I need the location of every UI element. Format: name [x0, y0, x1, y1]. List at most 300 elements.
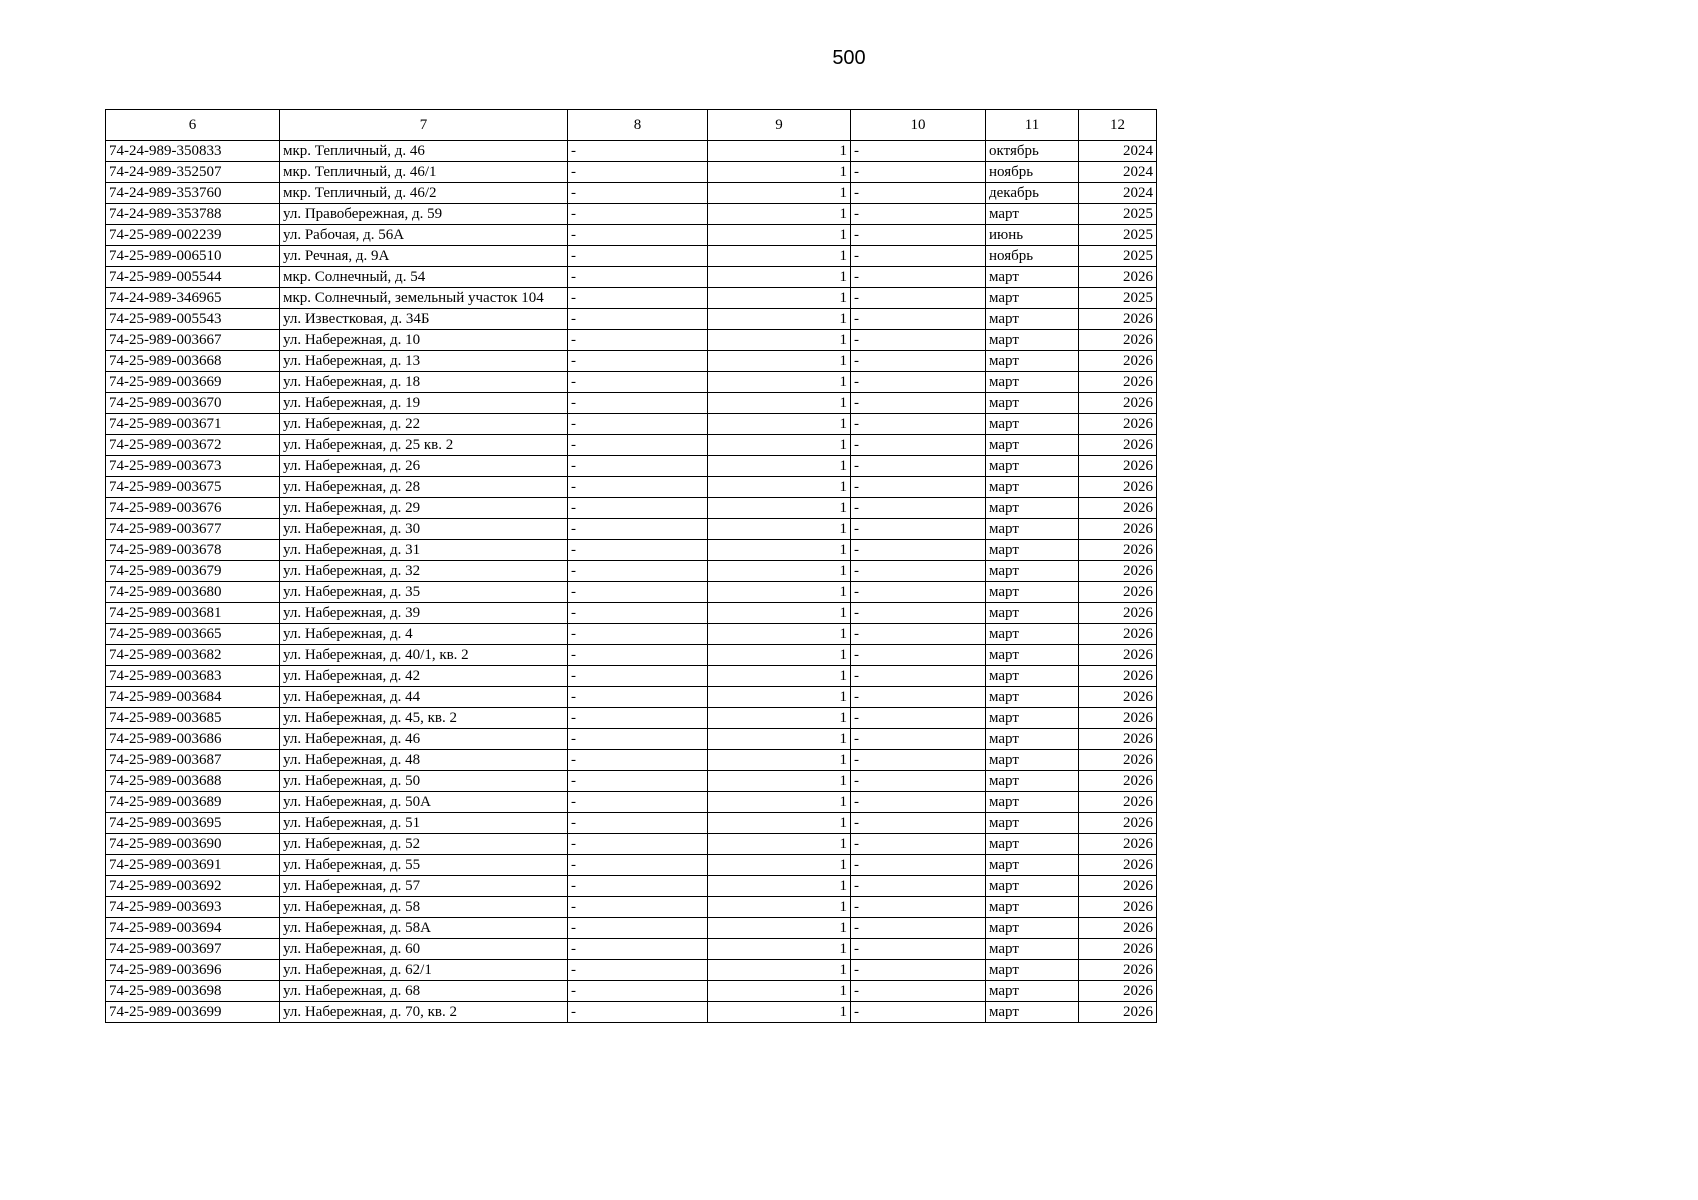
cell-col-9: 1	[708, 834, 851, 855]
cell-col-11: ноябрь	[986, 162, 1079, 183]
cell-col-9: 1	[708, 855, 851, 876]
cell-col-10: -	[851, 897, 986, 918]
cell-col-9: 1	[708, 960, 851, 981]
cell-col-11: март	[986, 582, 1079, 603]
cell-col-7: ул. Рабочая, д. 56А	[280, 225, 568, 246]
cell-col-12: 2026	[1079, 540, 1157, 561]
cell-col-9: 1	[708, 729, 851, 750]
cell-col-11: март	[986, 918, 1079, 939]
cell-col-7: ул. Набережная, д. 31	[280, 540, 568, 561]
cell-col-9: 1	[708, 225, 851, 246]
cell-col-10: -	[851, 603, 986, 624]
cell-col-12: 2026	[1079, 687, 1157, 708]
cell-col-12: 2026	[1079, 897, 1157, 918]
cell-col-10: -	[851, 204, 986, 225]
table-row	[106, 162, 1157, 183]
cell-col-6: 74-25-989-003690	[106, 834, 280, 855]
cell-col-9: 1	[708, 288, 851, 309]
cell-col-10: -	[851, 834, 986, 855]
cell-col-11: март	[986, 834, 1079, 855]
cell-col-10: -	[851, 225, 986, 246]
cell-col-7: ул. Набережная, д. 50	[280, 771, 568, 792]
cell-col-7: ул. Набережная, д. 44	[280, 687, 568, 708]
cell-col-9: 1	[708, 561, 851, 582]
cell-col-10: -	[851, 561, 986, 582]
cell-col-10: -	[851, 414, 986, 435]
cell-col-12: 2026	[1079, 666, 1157, 687]
cell-col-9: 1	[708, 498, 851, 519]
cell-col-7: ул. Набережная, д. 18	[280, 372, 568, 393]
cell-col-8: -	[568, 708, 708, 729]
cell-col-12: 2026	[1079, 309, 1157, 330]
cell-col-10: -	[851, 624, 986, 645]
cell-col-10: -	[851, 141, 986, 162]
cell-col-9: 1	[708, 372, 851, 393]
cell-col-10: -	[851, 645, 986, 666]
cell-col-12: 2026	[1079, 813, 1157, 834]
cell-col-10: -	[851, 771, 986, 792]
cell-col-6: 74-25-989-003687	[106, 750, 280, 771]
cell-col-8: -	[568, 351, 708, 372]
cell-col-7: ул. Набережная, д. 25 кв. 2	[280, 435, 568, 456]
table-row	[106, 246, 1157, 267]
cell-col-6: 74-25-989-003672	[106, 435, 280, 456]
cell-col-12: 2026	[1079, 372, 1157, 393]
cell-col-9: 1	[708, 393, 851, 414]
cell-col-9: 1	[708, 540, 851, 561]
cell-col-10: -	[851, 330, 986, 351]
cell-col-9: 1	[708, 1002, 851, 1023]
cell-col-10: -	[851, 792, 986, 813]
cell-col-6: 74-25-989-003696	[106, 960, 280, 981]
cell-col-9: 1	[708, 519, 851, 540]
cell-col-7: ул. Набережная, д. 40/1, кв. 2	[280, 645, 568, 666]
cell-col-11: декабрь	[986, 183, 1079, 204]
cell-col-8: -	[568, 456, 708, 477]
cell-col-6: 74-25-989-003683	[106, 666, 280, 687]
cell-col-11: март	[986, 708, 1079, 729]
header-col-12: 12	[1079, 110, 1157, 141]
table-row	[106, 981, 1157, 1002]
cell-col-6: 74-25-989-003684	[106, 687, 280, 708]
cell-col-6: 74-25-989-003680	[106, 582, 280, 603]
table-row	[106, 855, 1157, 876]
cell-col-7: ул. Набережная, д. 30	[280, 519, 568, 540]
cell-col-7: ул. Набережная, д. 57	[280, 876, 568, 897]
cell-col-6: 74-25-989-003681	[106, 603, 280, 624]
cell-col-12: 2026	[1079, 771, 1157, 792]
cell-col-12: 2026	[1079, 729, 1157, 750]
cell-col-10: -	[851, 708, 986, 729]
register-table	[105, 109, 1157, 1023]
table-row	[106, 813, 1157, 834]
cell-col-11: март	[986, 204, 1079, 225]
cell-col-6: 74-25-989-003699	[106, 1002, 280, 1023]
cell-col-6: 74-25-989-006510	[106, 246, 280, 267]
page-number: 500	[832, 47, 866, 69]
cell-col-8: -	[568, 834, 708, 855]
cell-col-12: 2026	[1079, 624, 1157, 645]
cell-col-11: март	[986, 729, 1079, 750]
cell-col-12: 2026	[1079, 561, 1157, 582]
cell-col-12: 2026	[1079, 267, 1157, 288]
cell-col-8: -	[568, 897, 708, 918]
cell-col-7: ул. Набережная, д. 32	[280, 561, 568, 582]
cell-col-10: -	[851, 960, 986, 981]
cell-col-12: 2025	[1079, 204, 1157, 225]
cell-col-9: 1	[708, 246, 851, 267]
cell-col-9: 1	[708, 141, 851, 162]
cell-col-8: -	[568, 582, 708, 603]
table-row	[106, 204, 1157, 225]
cell-col-9: 1	[708, 162, 851, 183]
cell-col-8: -	[568, 477, 708, 498]
cell-col-6: 74-25-989-003692	[106, 876, 280, 897]
cell-col-8: -	[568, 183, 708, 204]
cell-col-7: ул. Набережная, д. 10	[280, 330, 568, 351]
cell-col-11: март	[986, 456, 1079, 477]
cell-col-6: 74-25-989-003682	[106, 645, 280, 666]
cell-col-8: -	[568, 981, 708, 1002]
cell-col-11: март	[986, 792, 1079, 813]
table-row	[106, 960, 1157, 981]
header-col-6: 6	[106, 110, 280, 141]
header-col-8: 8	[568, 110, 708, 141]
cell-col-6: 74-25-989-002239	[106, 225, 280, 246]
cell-col-8: -	[568, 393, 708, 414]
cell-col-9: 1	[708, 330, 851, 351]
cell-col-11: март	[986, 288, 1079, 309]
cell-col-6: 74-25-989-005544	[106, 267, 280, 288]
cell-col-8: -	[568, 267, 708, 288]
cell-col-7: ул. Набережная, д. 19	[280, 393, 568, 414]
cell-col-7: ул. Набережная, д. 58	[280, 897, 568, 918]
cell-col-12: 2025	[1079, 246, 1157, 267]
cell-col-7: ул. Набережная, д. 22	[280, 414, 568, 435]
cell-col-12: 2026	[1079, 876, 1157, 897]
cell-col-11: март	[986, 603, 1079, 624]
cell-col-8: -	[568, 624, 708, 645]
cell-col-7: ул. Набережная, д. 45, кв. 2	[280, 708, 568, 729]
cell-col-6: 74-25-989-003667	[106, 330, 280, 351]
cell-col-9: 1	[708, 897, 851, 918]
cell-col-12: 2026	[1079, 582, 1157, 603]
cell-col-7: ул. Набережная, д. 58А	[280, 918, 568, 939]
table-row	[106, 330, 1157, 351]
cell-col-11: март	[986, 666, 1079, 687]
cell-col-7: мкр. Солнечный, земельный участок 104	[280, 288, 568, 309]
cell-col-10: -	[851, 519, 986, 540]
cell-col-7: ул. Набережная, д. 60	[280, 939, 568, 960]
header-col-11: 11	[986, 110, 1079, 141]
cell-col-11: март	[986, 267, 1079, 288]
table-row	[106, 393, 1157, 414]
cell-col-6: 74-25-989-003675	[106, 477, 280, 498]
cell-col-8: -	[568, 288, 708, 309]
table-row	[106, 624, 1157, 645]
table-row	[106, 477, 1157, 498]
cell-col-8: -	[568, 729, 708, 750]
cell-col-6: 74-25-989-003691	[106, 855, 280, 876]
cell-col-8: -	[568, 414, 708, 435]
cell-col-6: 74-25-989-005543	[106, 309, 280, 330]
cell-col-12: 2025	[1079, 225, 1157, 246]
table-row	[106, 372, 1157, 393]
cell-col-7: мкр. Тепличный, д. 46/2	[280, 183, 568, 204]
table-row	[106, 351, 1157, 372]
cell-col-11: март	[986, 624, 1079, 645]
cell-col-8: -	[568, 435, 708, 456]
table-row	[106, 183, 1157, 204]
cell-col-7: мкр. Солнечный, д. 54	[280, 267, 568, 288]
cell-col-6: 74-25-989-003677	[106, 519, 280, 540]
cell-col-12: 2026	[1079, 918, 1157, 939]
cell-col-11: март	[986, 330, 1079, 351]
header-col-10: 10	[851, 110, 986, 141]
table-body	[106, 141, 1157, 1023]
cell-col-8: -	[568, 687, 708, 708]
cell-col-12: 2026	[1079, 414, 1157, 435]
cell-col-11: март	[986, 1002, 1079, 1023]
table-row	[106, 708, 1157, 729]
cell-col-12: 2026	[1079, 477, 1157, 498]
table-row	[106, 792, 1157, 813]
cell-col-8: -	[568, 561, 708, 582]
cell-col-9: 1	[708, 582, 851, 603]
cell-col-8: -	[568, 645, 708, 666]
table-row	[106, 771, 1157, 792]
cell-col-9: 1	[708, 876, 851, 897]
cell-col-7: ул. Набережная, д. 13	[280, 351, 568, 372]
cell-col-12: 2026	[1079, 981, 1157, 1002]
cell-col-10: -	[851, 540, 986, 561]
cell-col-9: 1	[708, 309, 851, 330]
cell-col-6: 74-25-989-003669	[106, 372, 280, 393]
cell-col-10: -	[851, 687, 986, 708]
cell-col-9: 1	[708, 708, 851, 729]
cell-col-6: 74-24-989-346965	[106, 288, 280, 309]
cell-col-12: 2026	[1079, 645, 1157, 666]
cell-col-7: ул. Набережная, д. 68	[280, 981, 568, 1002]
cell-col-10: -	[851, 393, 986, 414]
cell-col-8: -	[568, 855, 708, 876]
cell-col-10: -	[851, 162, 986, 183]
cell-col-12: 2026	[1079, 792, 1157, 813]
table-row	[106, 897, 1157, 918]
cell-col-11: март	[986, 897, 1079, 918]
table-row	[106, 414, 1157, 435]
cell-col-9: 1	[708, 666, 851, 687]
cell-col-7: ул. Речная, д. 9А	[280, 246, 568, 267]
cell-col-8: -	[568, 540, 708, 561]
table-row	[106, 456, 1157, 477]
cell-col-6: 74-25-989-003685	[106, 708, 280, 729]
table-row	[106, 225, 1157, 246]
table-row	[106, 561, 1157, 582]
cell-col-12: 2024	[1079, 162, 1157, 183]
cell-col-9: 1	[708, 750, 851, 771]
cell-col-8: -	[568, 603, 708, 624]
cell-col-11: март	[986, 498, 1079, 519]
cell-col-10: -	[851, 456, 986, 477]
cell-col-7: ул. Набережная, д. 29	[280, 498, 568, 519]
cell-col-11: март	[986, 561, 1079, 582]
cell-col-9: 1	[708, 351, 851, 372]
cell-col-6: 74-25-989-003686	[106, 729, 280, 750]
cell-col-11: март	[986, 771, 1079, 792]
table-row	[106, 582, 1157, 603]
cell-col-8: -	[568, 939, 708, 960]
table-row	[106, 687, 1157, 708]
cell-col-9: 1	[708, 603, 851, 624]
header-col-9: 9	[708, 110, 851, 141]
cell-col-7: ул. Известковая, д. 34Б	[280, 309, 568, 330]
cell-col-9: 1	[708, 204, 851, 225]
cell-col-10: -	[851, 750, 986, 771]
cell-col-10: -	[851, 939, 986, 960]
cell-col-11: март	[986, 855, 1079, 876]
cell-col-8: -	[568, 498, 708, 519]
cell-col-6: 74-25-989-003678	[106, 540, 280, 561]
cell-col-11: март	[986, 939, 1079, 960]
cell-col-11: март	[986, 372, 1079, 393]
table-row	[106, 435, 1157, 456]
cell-col-6: 74-25-989-003689	[106, 792, 280, 813]
table-row	[106, 939, 1157, 960]
cell-col-7: ул. Набережная, д. 55	[280, 855, 568, 876]
table-row	[106, 141, 1157, 162]
cell-col-10: -	[851, 918, 986, 939]
cell-col-6: 74-24-989-350833	[106, 141, 280, 162]
cell-col-11: март	[986, 750, 1079, 771]
cell-col-6: 74-25-989-003665	[106, 624, 280, 645]
header-row	[106, 110, 1157, 141]
cell-col-8: -	[568, 372, 708, 393]
cell-col-7: мкр. Тепличный, д. 46/1	[280, 162, 568, 183]
table-row	[106, 288, 1157, 309]
cell-col-12: 2026	[1079, 330, 1157, 351]
cell-col-12: 2026	[1079, 393, 1157, 414]
cell-col-12: 2026	[1079, 1002, 1157, 1023]
cell-col-6: 74-25-989-003695	[106, 813, 280, 834]
cell-col-7: ул. Правобережная, д. 59	[280, 204, 568, 225]
cell-col-12: 2026	[1079, 750, 1157, 771]
cell-col-7: ул. Набережная, д. 26	[280, 456, 568, 477]
cell-col-10: -	[851, 372, 986, 393]
cell-col-10: -	[851, 183, 986, 204]
cell-col-7: ул. Набережная, д. 50А	[280, 792, 568, 813]
table-row	[106, 645, 1157, 666]
cell-col-11: март	[986, 519, 1079, 540]
table-row	[106, 750, 1157, 771]
cell-col-9: 1	[708, 771, 851, 792]
cell-col-12: 2026	[1079, 351, 1157, 372]
cell-col-9: 1	[708, 624, 851, 645]
cell-col-9: 1	[708, 477, 851, 498]
table-row	[106, 834, 1157, 855]
cell-col-12: 2024	[1079, 141, 1157, 162]
cell-col-6: 74-25-989-003679	[106, 561, 280, 582]
cell-col-10: -	[851, 813, 986, 834]
cell-col-6: 74-24-989-353760	[106, 183, 280, 204]
cell-col-9: 1	[708, 918, 851, 939]
table-row	[106, 876, 1157, 897]
cell-col-10: -	[851, 288, 986, 309]
cell-col-7: ул. Набережная, д. 42	[280, 666, 568, 687]
cell-col-6: 74-25-989-003676	[106, 498, 280, 519]
cell-col-7: ул. Набережная, д. 39	[280, 603, 568, 624]
cell-col-11: март	[986, 351, 1079, 372]
cell-col-7: ул. Набережная, д. 4	[280, 624, 568, 645]
cell-col-6: 74-24-989-352507	[106, 162, 280, 183]
cell-col-7: ул. Набережная, д. 62/1	[280, 960, 568, 981]
cell-col-9: 1	[708, 981, 851, 1002]
cell-col-10: -	[851, 666, 986, 687]
cell-col-6: 74-25-989-003673	[106, 456, 280, 477]
cell-col-9: 1	[708, 813, 851, 834]
cell-col-8: -	[568, 330, 708, 351]
cell-col-8: -	[568, 960, 708, 981]
cell-col-6: 74-25-989-003698	[106, 981, 280, 1002]
cell-col-12: 2026	[1079, 456, 1157, 477]
table-row	[106, 918, 1157, 939]
cell-col-12: 2026	[1079, 435, 1157, 456]
cell-col-8: -	[568, 813, 708, 834]
table-header	[106, 110, 1157, 141]
header-col-7: 7	[280, 110, 568, 141]
cell-col-10: -	[851, 876, 986, 897]
cell-col-11: июнь	[986, 225, 1079, 246]
cell-col-6: 74-25-989-003697	[106, 939, 280, 960]
cell-col-12: 2026	[1079, 603, 1157, 624]
cell-col-9: 1	[708, 645, 851, 666]
cell-col-7: ул. Набережная, д. 48	[280, 750, 568, 771]
cell-col-11: март	[986, 435, 1079, 456]
cell-col-11: март	[986, 687, 1079, 708]
cell-col-6: 74-24-989-353788	[106, 204, 280, 225]
cell-col-11: март	[986, 309, 1079, 330]
cell-col-10: -	[851, 498, 986, 519]
cell-col-10: -	[851, 246, 986, 267]
cell-col-7: ул. Набережная, д. 52	[280, 834, 568, 855]
cell-col-12: 2026	[1079, 708, 1157, 729]
table-row	[106, 603, 1157, 624]
cell-col-6: 74-25-989-003688	[106, 771, 280, 792]
cell-col-8: -	[568, 918, 708, 939]
cell-col-7: мкр. Тепличный, д. 46	[280, 141, 568, 162]
cell-col-6: 74-25-989-003671	[106, 414, 280, 435]
cell-col-12: 2026	[1079, 498, 1157, 519]
cell-col-11: март	[986, 960, 1079, 981]
cell-col-8: -	[568, 141, 708, 162]
cell-col-9: 1	[708, 687, 851, 708]
cell-col-11: март	[986, 393, 1079, 414]
cell-col-12: 2026	[1079, 834, 1157, 855]
cell-col-8: -	[568, 204, 708, 225]
cell-col-9: 1	[708, 435, 851, 456]
cell-col-12: 2026	[1079, 939, 1157, 960]
cell-col-11: март	[986, 981, 1079, 1002]
cell-col-6: 74-25-989-003668	[106, 351, 280, 372]
cell-col-11: март	[986, 540, 1079, 561]
cell-col-8: -	[568, 519, 708, 540]
cell-col-9: 1	[708, 267, 851, 288]
cell-col-10: -	[851, 981, 986, 1002]
cell-col-10: -	[851, 729, 986, 750]
cell-col-6: 74-25-989-003694	[106, 918, 280, 939]
cell-col-10: -	[851, 435, 986, 456]
cell-col-11: март	[986, 876, 1079, 897]
